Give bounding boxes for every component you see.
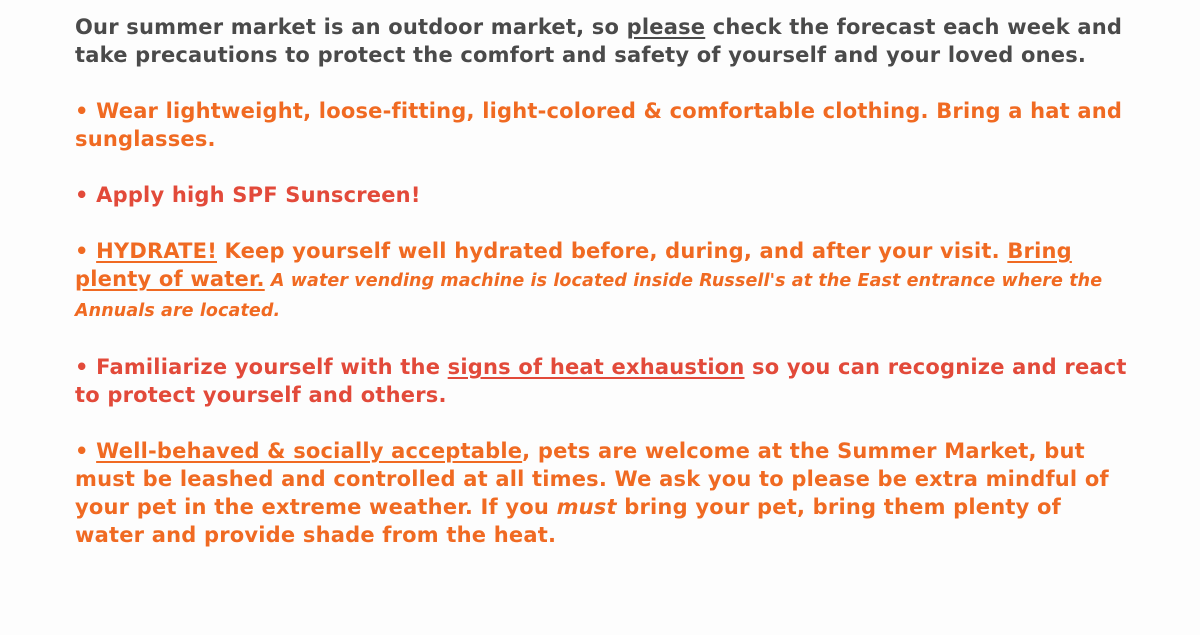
- pets-bullet: •: [75, 439, 97, 463]
- list-item-pets: [75, 437, 1135, 549]
- must-emphasis: must: [556, 495, 617, 519]
- hydrate-bullet: •: [75, 239, 97, 263]
- sunscreen-text: • Apply high SPF Sunscreen!: [75, 183, 421, 207]
- clothing-text: • Wear lightweight, loose-fitting, light-colored & comfortable clothing. Bring a hat and sunglasses.: [75, 99, 1123, 151]
- list-item-heat-exhaustion: [75, 353, 1135, 409]
- please-emphasis: please: [626, 15, 706, 39]
- heat-exhaustion-text-2: so you can recognize and react to protect yourself and others.: [75, 355, 1127, 407]
- hydrate-text: Keep yourself well hydrated before, during, and after your visit.: [217, 239, 1008, 263]
- list-item-sunscreen: [75, 181, 1135, 209]
- pets-policy-link[interactable]: Well-behaved & socially acceptable: [96, 439, 523, 463]
- heat-exhaustion-link[interactable]: signs of heat exhaustion: [447, 355, 745, 379]
- pets-text-1: , pets are welcome at the Summer Market, but must be leashed and controlled at all times. We ask you to please be extra mindful of your pet in the extreme weather. If you: [75, 439, 1109, 519]
- list-item-clothing: [75, 97, 1135, 153]
- vending-machine-note: A water vending machine is located inside Russell's at the East entrance where the Annuals are located.: [75, 271, 1103, 321]
- pets-text-2: bring your pet, bring them plenty of water and provide shade from the heat.: [75, 495, 1061, 547]
- bring-water-link[interactable]: Bring plenty of water.: [75, 239, 1072, 291]
- list-item-hydrate: [75, 237, 1135, 325]
- intro-text-2: check the forecast each week and take precautions to protect the comfort and safety of yourself and your loved ones.: [75, 15, 1123, 67]
- heat-exhaustion-text-1: • Familiarize yourself with the: [75, 355, 448, 379]
- heat-safety-notice: [75, 13, 1135, 577]
- hydrate-link[interactable]: HYDRATE!: [96, 239, 217, 263]
- intro-paragraph: [75, 13, 1135, 69]
- intro-text-1: Our summer market is an outdoor market, so: [75, 15, 627, 39]
